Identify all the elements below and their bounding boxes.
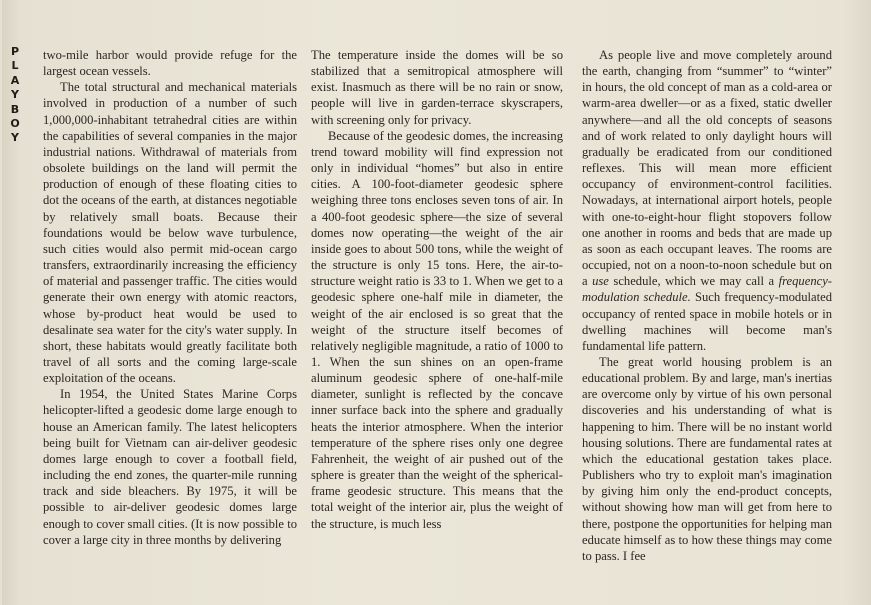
article-paragraph — [43, 47, 297, 79]
article-paragraph — [43, 386, 297, 548]
paragraph-text: Such frequency-modulated occupancy of rented space in mobile hotels or in dwelling machines will become man's fundamental life pattern. — [582, 290, 833, 353]
article-paragraph — [311, 47, 563, 128]
paragraph-text: Because of the geodesic domes, the increasing trend toward mobility will find expression not only in individual “homes” but also in entire cities. A 100-foot-diameter geodesic sphere weighing three tons encloses seven tons of air. In a 400-foot geodesic sphere—the size of several domes now operating—the weight of the air inside goes to about 500 tons, while the weight of the structure is only 15 tons. Here, the air-to-structure weight ratio is 33 to 1. When we get to a geodesic sphere one-half mile in diameter, the weight of the air enclosed is so great that the weight of the structure itself becomes of relatively negligible magnitude, a ratio of 1000 to 1. When the sun shines on an open-frame aluminum geodesic sphere of one-half-mile diameter, sunlight is reflected by the concave inner surface back into the sphere and gradually heats the interior atmosphere. When the interior temperature of the sphere rises only one degree Fahrenheit, the weight of air pushed out of the sphere is greater than the weight of the spherical-frame geodesic structure. This means that the total weight of the interior air, plus the weight of the structure, is much less — [311, 128, 563, 531]
masthead-letter: O — [10, 116, 20, 130]
masthead-letter: P — [10, 45, 20, 58]
paragraph-text: The great world housing problem is an educational problem. By and large, man's inertias are overcome only by virtue of his own personal discoveries and his understanding of what is happening to him. There will be no instant world housing solutions. There are fundamental rates at which the educational gestation takes place. Publishers who try to exploit man's imagination by giving him only the end-product concepts, without showing how man will get from here to there, postpone the opportunities for helping man educate himself as to how these things may come to pass. I fee — [582, 354, 832, 563]
masthead-letter: L — [11, 59, 19, 73]
article-paragraph — [582, 47, 832, 354]
emphasized-text: use — [592, 274, 609, 289]
paragraph-text: two-mile harbor would provide refuge for the largest ocean vessels. — [43, 48, 297, 79]
paragraph-text: The temperature inside the domes will be so stabilized that a semitropical atmosphere will exist. Inasmuch as there will be no rain or snow, people will live in garden-terrace skyscrapers, with screening only for privacy. — [311, 48, 563, 127]
masthead-letter: Y — [11, 131, 19, 145]
paragraph-text: schedule, which we may call a — [608, 274, 779, 289]
article-paragraph — [43, 79, 297, 386]
masthead-letter: B — [10, 102, 20, 116]
paragraph-text: The total structural and mechanical materials involved in production of a number of such 1,000,000-inhabitant tetrahedral cities are within the capabilities of several companies in the major industrial nations. Withdrawal of materials from obsolete buildings on the land will permit the production of enough of these floating cities to dot the oceans of the earth, at distances negotiable by relatively small boats. Because their foundations would be below wave turbulence, such cities would also permit mid-ocean cargo transfers, extraordinarily increasing the efficiency of material and passenger traffic. The cities would generate their own energy with atomic reactors, whose by-product heat would be used to desalinate sea water for the city's water supply. In short, these habitats would greatly facilitate both travel of all sorts and the coming large-scale exploitation of the oceans. — [43, 80, 297, 386]
article-paragraph — [311, 128, 563, 532]
masthead-letter: Y — [11, 88, 19, 102]
page-edge-shadow — [841, 0, 871, 605]
article-paragraph — [582, 354, 832, 564]
text-column-1 — [43, 47, 297, 548]
paragraph-text: As people live and move completely around the earth, changing from “summer” to “winter” in hours, the old concept of man as a cold-area or warm-area dweller—or as a fixed, static dweller anywhere—and all the old concepts of seasons and of work related to only daylight hours will gradually be eradicated from our conditioned reflexes. This will mean more efficient occupancy of environment-control facilities. Nowadays, at international airport hotels, people with one-to-eight-hour flight stopovers follow one another in rooms and beds that are made up as soon as each occupant leaves. The rooms are occupied, not on a noon-to-noon schedule but on a — [582, 48, 832, 289]
text-column-2 — [311, 47, 563, 532]
paragraph-text: In 1954, the United States Marine Corps helicopter-lifted a geodesic dome large enough to house an American family. The latest helicopters being built for Vietnam can air-deliver geodesic domes large enough to cover a football field, including the end zones, the quarter-mile running track and side bleachers. By 1975, it will be possible to air-deliver geodesic domes large enough to cover small cities. (It is now possible to cover a large city in three months by delivering — [43, 387, 297, 547]
masthead-letter: A — [10, 73, 20, 87]
playboy-masthead — [8, 46, 22, 147]
emphasized-text: frequency-modulation schedule. — [582, 274, 832, 305]
text-column-3 — [582, 47, 832, 564]
